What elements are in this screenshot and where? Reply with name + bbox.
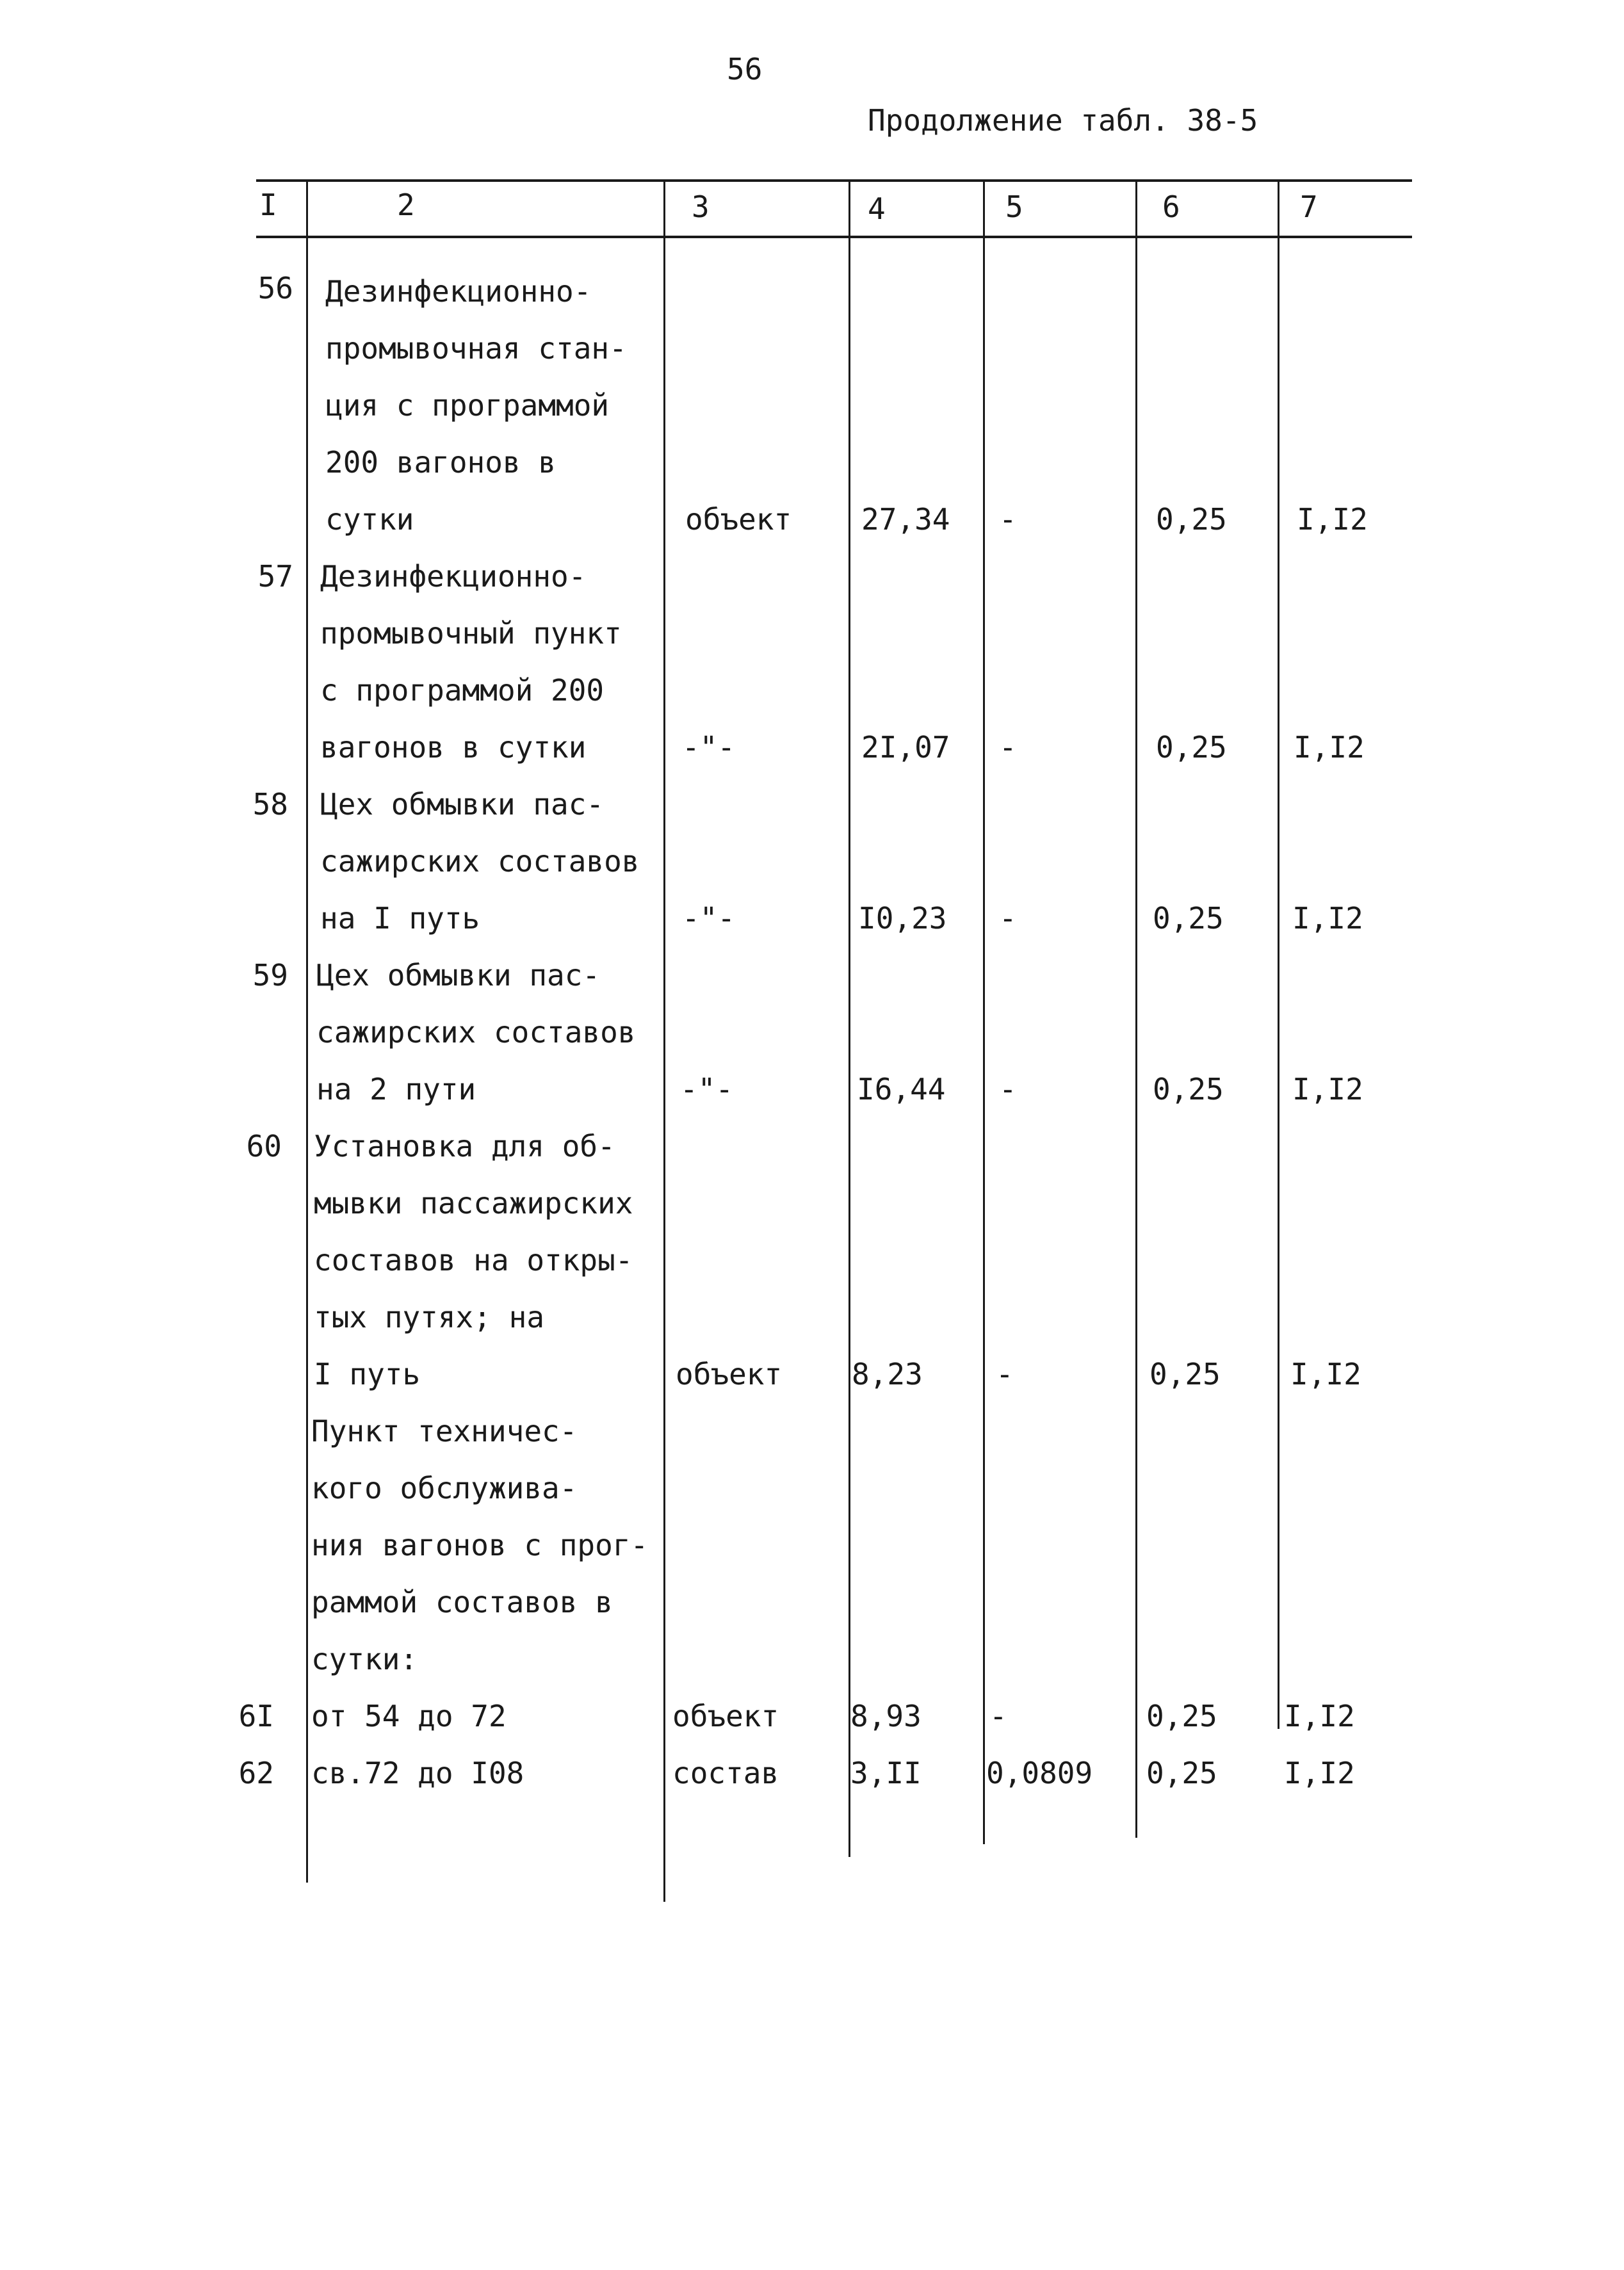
description-line: сажирских составов: [316, 1015, 636, 1050]
column-divider-3: [849, 179, 850, 1857]
value-col-7: I,I2: [1290, 1357, 1361, 1391]
row-number: 56: [257, 271, 293, 305]
unit-cell: объект: [672, 1699, 779, 1733]
description-line: от 54 до 72: [311, 1699, 507, 1733]
column-divider-4: [983, 179, 985, 1844]
value-col-5: -: [989, 1699, 1007, 1733]
description-line: Цех обмывки пас-: [320, 787, 605, 822]
table-continuation-caption: Продолжение табл. 38-5: [868, 103, 1258, 138]
column-divider-6: [1278, 179, 1279, 1729]
description-line: промывочная стан-: [325, 331, 627, 366]
row-number: 62: [238, 1756, 274, 1790]
description-line: промывочный пункт: [320, 616, 622, 651]
row-number: 6I: [238, 1699, 274, 1733]
value-col-5: -: [999, 730, 1017, 765]
unit-cell: -"-: [682, 730, 736, 765]
description-line: мывки пассажирских: [314, 1186, 633, 1220]
value-col-7: I,I2: [1292, 1072, 1363, 1107]
description-line: I путь: [314, 1357, 421, 1391]
value-col-5: -: [999, 1072, 1017, 1107]
header-col-3: 3: [692, 190, 710, 224]
description-line: Пункт техничес-: [311, 1414, 578, 1448]
description-line: с программой 200: [320, 673, 605, 708]
value-col-6: 0,25: [1153, 1072, 1224, 1107]
description-line: на 2 пути: [316, 1072, 476, 1107]
description-line: сутки: [325, 502, 414, 537]
value-col-6: 0,25: [1146, 1699, 1217, 1733]
value-col-6: 0,25: [1149, 1357, 1221, 1391]
description-line: на I путь: [320, 901, 480, 936]
value-col-6: 0,25: [1156, 502, 1227, 537]
row-number: 60: [246, 1129, 282, 1163]
value-col-7: I,I2: [1284, 1756, 1355, 1790]
description-line: 200 вагонов в: [325, 445, 556, 480]
description-line: вагонов в сутки: [320, 730, 587, 765]
page-number: 56: [727, 52, 763, 86]
value-col-4: 8,23: [852, 1357, 923, 1391]
column-divider-5: [1135, 179, 1137, 1838]
row-number: 59: [252, 958, 288, 993]
value-col-4: 3,II: [850, 1756, 922, 1790]
value-col-6: 0,25: [1156, 730, 1227, 765]
table-header-rule: [256, 236, 1412, 238]
table-top-rule: [256, 179, 1412, 182]
value-col-7: I,I2: [1284, 1699, 1355, 1733]
unit-cell: состав: [672, 1756, 779, 1790]
description-line: раммой составов в: [311, 1585, 613, 1619]
description-line: Дезинфекционно-: [320, 559, 587, 594]
value-col-5: -: [996, 1357, 1014, 1391]
value-col-4: I0,23: [858, 901, 947, 936]
description-line: Установка для об-: [314, 1129, 615, 1163]
row-number: 57: [257, 559, 293, 594]
value-col-4: 2I,07: [861, 730, 950, 765]
unit-cell: объект: [685, 502, 792, 537]
description-line: сажирских составов: [320, 844, 640, 879]
value-col-4: 8,93: [850, 1699, 922, 1733]
header-col-4: 4: [868, 191, 886, 226]
description-line: св.72 до I08: [311, 1756, 524, 1790]
value-col-7: I,I2: [1297, 502, 1368, 537]
header-col-6: 6: [1162, 190, 1180, 224]
value-col-4: I6,44: [857, 1072, 946, 1107]
description-line: тых путях; на: [314, 1300, 545, 1334]
value-col-6: 0,25: [1146, 1756, 1217, 1790]
value-col-5: -: [999, 901, 1017, 936]
value-col-6: 0,25: [1153, 901, 1224, 936]
column-divider-2: [663, 179, 665, 1902]
value-col-7: I,I2: [1292, 901, 1363, 936]
description-line: ния вагонов с прог-: [311, 1528, 649, 1562]
header-col-1: I: [259, 188, 277, 222]
unit-cell: объект: [676, 1357, 783, 1391]
description-line: Цех обмывки пас-: [316, 958, 601, 993]
description-line: кого обслужива-: [311, 1471, 578, 1505]
unit-cell: -"-: [680, 1072, 734, 1107]
header-col-5: 5: [1005, 190, 1023, 224]
row-number: 58: [252, 787, 288, 822]
header-col-7: 7: [1300, 190, 1318, 224]
header-col-2: 2: [397, 188, 415, 222]
description-line: ция с программой: [325, 388, 610, 423]
column-divider-1: [306, 179, 308, 1883]
description-line: составов на откры-: [314, 1243, 633, 1277]
description-line: Дезинфекционно-: [325, 274, 592, 309]
value-col-5: 0,0809: [986, 1756, 1093, 1790]
value-col-5: -: [999, 502, 1017, 537]
unit-cell: -"-: [682, 901, 736, 936]
value-col-4: 27,34: [861, 502, 950, 537]
value-col-7: I,I2: [1294, 730, 1365, 765]
description-line: сутки:: [311, 1642, 418, 1676]
